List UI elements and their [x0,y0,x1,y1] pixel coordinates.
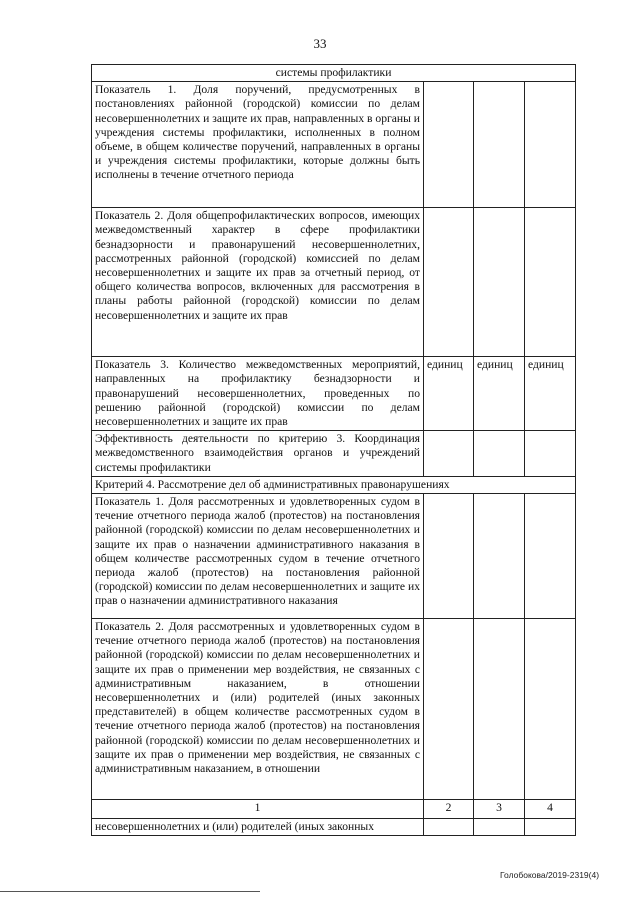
table-row [92,357,576,431]
unit-cell: единиц [474,357,525,431]
continuation-text: несовершеннолетних и (или) родителей (иных законных [92,819,424,836]
unit-cell: единиц [424,357,474,431]
footer-divider [0,891,260,892]
indicator-1-text: Показатель 1. Доля поручений, предусмотренных в постановлениях районной (городской) комиссии по делам несовершеннолетних и защите их прав, направленных в органы и учреждения системы профилактики, исполненных в полном объеме, в общем количестве поручений, направленных в органы и учреждения системы профилактики, которые должны быть исполнены в течение отчетного периода [92,82,424,208]
unit-cell: единиц [525,357,576,431]
cell [525,819,576,836]
cell [525,494,576,619]
cell [424,431,474,477]
table-row [92,819,576,836]
column-number: 3 [474,800,525,819]
cell [424,619,474,800]
table-row [92,82,576,208]
table-row [92,494,576,619]
table-row [92,619,576,800]
table-row [92,65,576,82]
cell [424,494,474,619]
cell [424,819,474,836]
column-number: 4 [525,800,576,819]
cell [474,494,525,619]
column-number: 2 [424,800,474,819]
cell [525,431,576,477]
indicator-4-text: Показатель 1. Доля рассмотренных и удовлетворенных судом в течение отчетного периода жалоб (протестов) на постановления районной (городской) комиссии по делам несовершеннолетних и защите их прав о назначении административного наказания в общем количестве рассмотренных судом в течение отчетного периода жалоб (протестов) на постановления районной (городской) комиссии по делам несовершеннолетних и защите их прав о назначении административного наказания [92,494,424,619]
cell [424,82,474,208]
indicator-3-text: Показатель 3. Количество межведомственных мероприятий, направленных на профилактику безнадзорности и правонарушений несовершеннолетних, проведенных по решению районной (городской) комиссии по делам несовершеннолетних и защите их прав [92,357,424,431]
page-number: 33 [313,36,327,51]
cell [474,431,525,477]
cell [474,208,525,357]
cell [474,82,525,208]
effectiveness-text: Эффективность деятельности по критерию 3. Координация межведомственного взаимодействия органов и учреждений системы профилактики [92,431,424,477]
criterion-4-header: Критерий 4. Рассмотрение дел об административных правонарушениях [92,476,576,493]
indicator-2-text: Показатель 2. Доля общепрофилактических вопросов, имеющих межведомственный характер в сфере профилактики безнадзорности и правонарушений несовершеннолетних, рассмотренных районной (городской) комиссией по делам несовершеннолетних и защите их прав за отчетный период, от общего количества вопросов, включенных для рассмотрения в планы работы районной (городской) комиссии по делам несовершеннолетних и защите их прав [92,208,424,357]
section-header: системы профилактики [92,65,576,82]
table-row [92,431,576,477]
column-number: 1 [92,800,424,819]
cell [525,208,576,357]
cell [424,208,474,357]
cell [474,619,525,800]
cell [525,82,576,208]
indicator-5-text: Показатель 2. Доля рассмотренных и удовлетворенных судом в течение отчетного периода жалоб (протестов) на постановления районной (городской) комиссии по делам несовершеннолетних и защите их прав о применении мер воздействия, не связанных с административным наказанием, в отношении несовершеннолетних и (или) родителей (иных законных представителей) в общем количестве рассмотренных судом в течение отчетного периода жалоб (протестов) на постановления районной (городской) комиссии по делам несовершеннолетних и защите их прав о применении мер воздействия, не связанных с административным наказанием, в отношении [92,619,424,800]
cell [525,619,576,800]
table-row [92,208,576,357]
document-stamp: Голобокова/2019-2319(4) [500,870,600,880]
cell [474,819,525,836]
indicators-table [91,64,576,836]
table-row [92,800,576,819]
table-row [92,476,576,493]
